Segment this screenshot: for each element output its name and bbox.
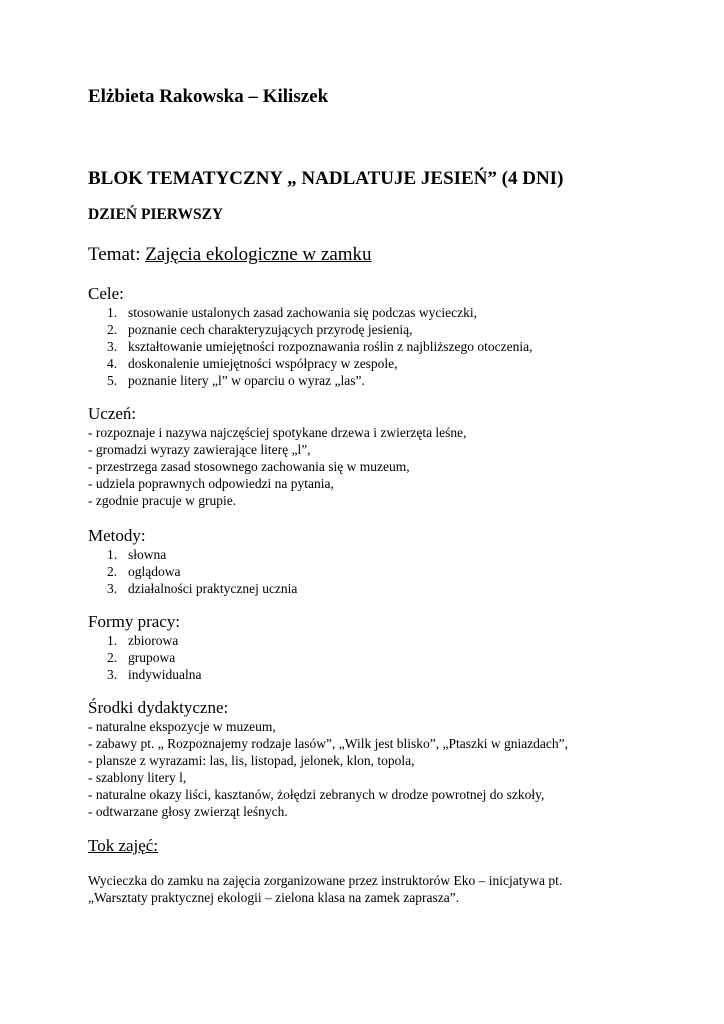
section-formy bbox=[88, 612, 202, 683]
list-item-number: 2. bbox=[107, 564, 118, 579]
list-item-number: 2. bbox=[107, 322, 118, 337]
list-item bbox=[88, 321, 532, 338]
list-item-text: doskonalenie umiejętności współpracy w zespole, bbox=[128, 356, 398, 371]
topic-value: Zajęcia ekologiczne w zamku bbox=[145, 244, 372, 265]
list-item-number: 1. bbox=[107, 633, 118, 648]
text-line: - odtwarzane głosy zwierząt leśnych. bbox=[88, 804, 288, 819]
cele-list bbox=[88, 304, 532, 389]
uczen-heading: Uczeń: bbox=[88, 404, 137, 423]
list-item-number: 5. bbox=[107, 373, 118, 388]
section-srodki bbox=[88, 698, 568, 820]
section-cele bbox=[88, 284, 532, 389]
text-line: - rozpoznaje i nazywa najczęściej spotykane drzewa i zwierzęta leśne, bbox=[88, 425, 467, 440]
list-item bbox=[88, 580, 297, 597]
list-item-text: poznanie cech charakteryzujących przyrodę jesienią, bbox=[128, 322, 413, 337]
list-item bbox=[88, 563, 297, 580]
text-line: Wycieczka do zamku na zajęcia zorganizowane przez instruktorów Eko – inicjatywa pt. bbox=[88, 873, 563, 888]
text-line: - udziela poprawnych odpowiedzi na pytania, bbox=[88, 476, 334, 491]
list-item-text: słowna bbox=[128, 547, 167, 562]
metody-list bbox=[88, 546, 297, 597]
srodki-lines bbox=[88, 718, 568, 820]
text-line: - gromadzi wyrazy zawierające literę „l”, bbox=[88, 442, 311, 457]
text-line: - plansze z wyrazami: las, lis, listopad, jelonek, klon, topola, bbox=[88, 753, 415, 768]
tok-heading: Tok zajęć: bbox=[88, 836, 159, 855]
list-item bbox=[88, 355, 532, 372]
section-uczen bbox=[88, 404, 467, 509]
list-item-text: poznanie litery „l” w oparciu o wyraz „las”. bbox=[128, 373, 365, 388]
topic-line bbox=[88, 244, 372, 266]
block-title: BLOK TEMATYCZNY „ NADLATUJE JESIEŃ” (4 DNI) bbox=[88, 168, 564, 189]
section-metody bbox=[88, 526, 297, 597]
metody-heading: Metody: bbox=[88, 526, 146, 545]
list-item-text: działalności praktycznej ucznia bbox=[128, 581, 298, 596]
text-line: „Warsztaty praktycznej ekologii – zielona klasa na zamek zaprasza”. bbox=[88, 890, 460, 905]
topic-label: Temat: bbox=[88, 244, 146, 265]
list-item bbox=[88, 666, 202, 683]
cele-heading: Cele: bbox=[88, 284, 124, 303]
list-item-text: zbiorowa bbox=[128, 633, 179, 648]
list-item-text: indywidualna bbox=[128, 667, 202, 682]
srodki-heading: Środki dydaktyczne: bbox=[88, 698, 229, 717]
list-item bbox=[88, 649, 202, 666]
day-heading: DZIEŃ PIERWSZY bbox=[88, 206, 224, 223]
text-line: - zgodnie pracuje w grupie. bbox=[88, 493, 237, 508]
list-item bbox=[88, 338, 532, 355]
list-item-text: kształtowanie umiejętności rozpoznawania roślin z najbliższego otoczenia, bbox=[128, 339, 533, 354]
list-item-number: 1. bbox=[107, 547, 118, 562]
section-tok bbox=[88, 836, 562, 906]
list-item bbox=[88, 632, 202, 649]
list-item-text: oglądowa bbox=[128, 564, 181, 579]
list-item-text: stosowanie ustalonych zasad zachowania się podczas wycieczki, bbox=[128, 305, 477, 320]
list-item-number: 2. bbox=[107, 650, 118, 665]
list-item-number: 3. bbox=[107, 339, 118, 354]
list-item-number: 1. bbox=[107, 305, 118, 320]
list-item bbox=[88, 372, 532, 389]
tok-lines bbox=[88, 872, 562, 906]
list-item bbox=[88, 304, 532, 321]
uczen-lines bbox=[88, 424, 467, 509]
list-item bbox=[88, 546, 297, 563]
author-name: Elżbieta Rakowska – Kiliszek bbox=[88, 86, 329, 107]
text-line: - przestrzega zasad stosownego zachowania się w muzeum, bbox=[88, 459, 410, 474]
text-line: - szablony litery l, bbox=[88, 770, 187, 785]
list-item-number: 4. bbox=[107, 356, 118, 371]
list-item-number: 3. bbox=[107, 667, 118, 682]
text-line: - naturalne okazy liści, kasztanów, żołędzi zebranych w drodze powrotnej do szkoły, bbox=[88, 787, 545, 802]
list-item-number: 3. bbox=[107, 581, 118, 596]
formy-list bbox=[88, 632, 202, 683]
text-line: - naturalne ekspozycje w muzeum, bbox=[88, 719, 276, 734]
list-item-text: grupowa bbox=[128, 650, 176, 665]
formy-heading: Formy pracy: bbox=[88, 612, 181, 631]
text-line: - zabawy pt. „ Rozpoznajemy rodzaje lasów”, „Wilk jest blisko”, „Ptaszki w gniazdach”, bbox=[88, 736, 569, 751]
